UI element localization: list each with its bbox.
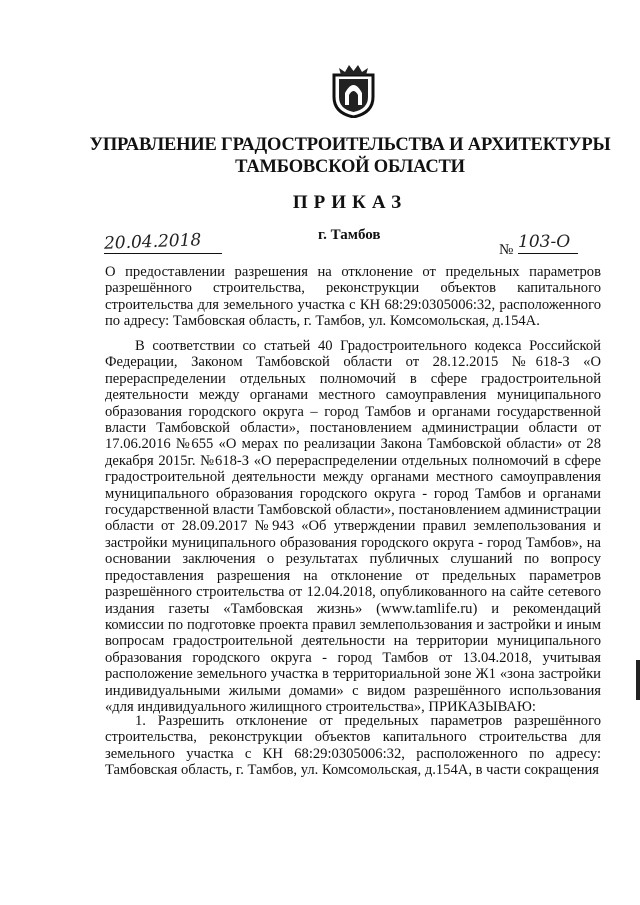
organization-name-line2: ТАМБОВСКОЙ ОБЛАСТИ	[235, 157, 465, 177]
city-label: г. Тамбов	[318, 227, 381, 243]
coat-of-arms-emblem	[331, 63, 376, 118]
date-underline	[104, 253, 222, 254]
scan-edge-mark	[636, 660, 640, 700]
number-label: №	[499, 242, 514, 258]
organization-name-line1: УПРАВЛЕНИЕ ГРАДОСТРОИТЕЛЬСТВА И АРХИТЕКТУРЫ	[89, 135, 611, 155]
order-item-1: 1. Разрешить отклонение от предельных параметров разрешённого строительства, реконструкции объектов капитального строительства для земельного участка с КН 68:29:0305006:32, расположенного по адресу: Тамбовская область, г. Тамбов, ул. Комсомольская, д.154А, в части сокращения	[105, 713, 601, 779]
handwritten-date: 20.04.2018	[103, 230, 202, 254]
preamble-paragraph: В соответствии со статьей 40 Градостроительного кодекса Российской Федерации, Законом Тамбовской области от 28.12.2015 №618-З «О перераспределении отдельных полномочий в сфере градостроительной деятельности между органами местного самоуправления муниципального образования городского округа – город Тамбов и органами государственной власти Тамбовской области», постановлением администрации области от 17.06.2016 №655 «О мерах по реализации Закона Тамбовской области» от 28 декабря 2015г. №618-З «О перераспределении отдельных полномочий в сфере градостроительной деятельности между органами местного самоуправления муниципального образования городского округа - город Тамбов и органами государственной власти Тамбовской области», постановлением администрации области от 28.09.2017 №943 «Об утверждении правил землепользования и застройки муниципального образования городского округа - город Тамбов», на основании заключения о результатах публичных слушаний по вопросу предоставления разрешения на отклонение от предельных параметров разрешённого строительства от 12.04.2018, опубликованного на сайте сетевого издания газеты «Тамбовская жизнь» (www.tamlife.ru) и рекомендаций комиссии по подготовке проекта правил землепользования и застройки и иным вопросам градостроительной деятельности на территории муниципального образования городского округа - город Тамбов от 13.04.2018, учитывая расположение земельного участка в территориальной зоне Ж1 «зона застройки индивидуальными жилыми домами» с видом разрешённого использования «для индивидуального жилищного строительства», ПРИКАЗЫВАЮ:	[105, 338, 601, 715]
number-underline	[518, 253, 578, 254]
handwritten-number: 103-О	[518, 232, 571, 252]
order-subject: О предоставлении разрешения на отклонение от предельных параметров разрешённого строительства, реконструкции объектов капитального строительства для земельного участка с КН 68:29:0305006:32, расположенного по адресу: Тамбовская область, г. Тамбов, ул. Комсомольская, д.154А.	[105, 264, 601, 330]
document-type-title: ПРИКАЗ	[292, 192, 408, 213]
